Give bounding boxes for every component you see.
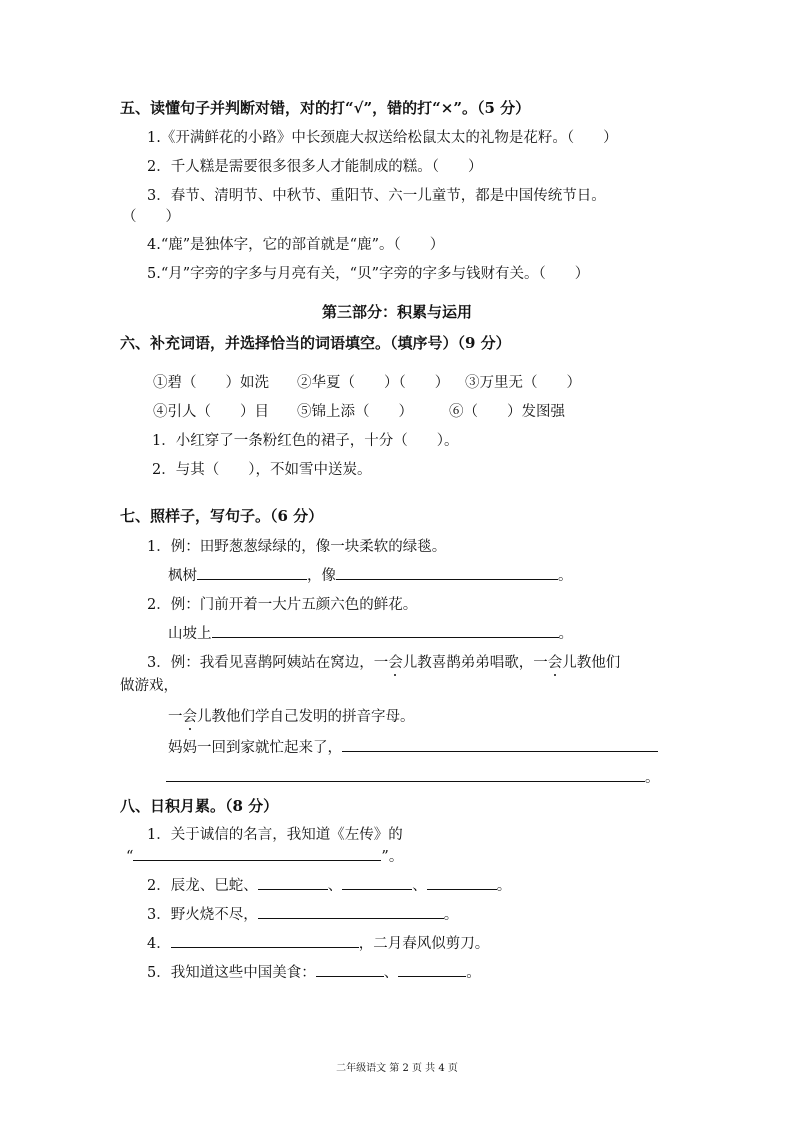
sec7-example-3-cont: 做游戏， xyxy=(120,678,178,694)
question-4-text: ，二月春风似剪刀。 xyxy=(358,936,490,952)
example-3-text: 教他们学自己发明的拼音字母。 xyxy=(211,709,415,725)
sec8-question-5 xyxy=(147,961,481,982)
period: 。 xyxy=(496,878,512,894)
period: 。 xyxy=(443,907,459,923)
section-8-title: 八、日积月累。（8 分） xyxy=(120,797,279,815)
sec8-question-2 xyxy=(147,874,511,895)
answer-blank[interactable] xyxy=(427,874,497,890)
answer-1-subject: 枫树 xyxy=(168,568,197,584)
answer-blank[interactable] xyxy=(258,874,328,890)
sec7-example-3-end xyxy=(168,705,415,726)
word-item-5: ⑤锦上添（ ） xyxy=(297,404,413,420)
sec7-answer-1 xyxy=(168,564,573,585)
answer-blank[interactable] xyxy=(316,961,384,977)
answer-3-prompt: 妈妈一回到家就忙起来了， xyxy=(168,740,342,756)
answer-2-subject: 山坡上 xyxy=(168,626,212,642)
answer-blank[interactable] xyxy=(171,932,359,948)
quote-close: ”。 xyxy=(381,849,404,865)
emphasis-word: 一会儿 xyxy=(168,709,212,725)
emphasis-word: 一会儿 xyxy=(373,655,418,671)
sec5-question-3-paren: （ ） xyxy=(122,209,180,225)
answer-blank[interactable] xyxy=(133,845,381,861)
example-3-text: 3．例：我看见喜鹊阿姨站在窝边， xyxy=(147,655,374,671)
word-item-1: ①碧（ ）如洗 xyxy=(153,375,269,391)
answer-blank[interactable] xyxy=(342,736,658,752)
answer-blank[interactable] xyxy=(197,564,307,580)
sec8-question-3 xyxy=(147,903,458,924)
sec8-answer-1 xyxy=(126,845,403,866)
word-item-3: ③万里无（ ） xyxy=(465,375,581,391)
question-3-prompt: 3．野火烧不尽， xyxy=(147,907,258,923)
sec5-question-4: 4.“鹿”是独体字，它的部首就是“鹿”。（ ） xyxy=(147,237,445,253)
sec7-example-1: 1．例：田野葱葱绿绿的，像一块柔软的绿毯。 xyxy=(147,539,447,555)
answer-blank[interactable] xyxy=(166,766,645,782)
sec7-example-3 xyxy=(147,651,620,672)
separator: 、 xyxy=(412,878,427,894)
example-3-text: 教喜鹊弟弟唱歌， xyxy=(417,655,534,671)
answer-1-connector: ，像 xyxy=(307,568,336,584)
period: 。 xyxy=(466,965,481,981)
answer-2-end: 。 xyxy=(558,626,573,642)
section-5-title: 五、读懂句子并判断对错，对的打“√”，错的打“×”。（5 分） xyxy=(120,99,531,117)
sec6-question-1: 1．小红穿了一条粉红色的裙子，十分（ ）。 xyxy=(152,433,459,449)
answer-3-end: 。 xyxy=(645,770,660,786)
sec5-question-1: 1.《开满鲜花的小路》中长颈鹿大叔送给松鼠太太的礼物是花籽。（ ） xyxy=(147,130,618,146)
emphasis-word: 一会儿 xyxy=(533,655,577,671)
answer-1-end: 。 xyxy=(558,568,573,584)
sec5-question-2: 2．千人糕是需要很多很多人才能制成的糕。（ ） xyxy=(147,159,483,175)
sec7-answer-2 xyxy=(168,622,573,643)
sec7-answer-3-line2 xyxy=(166,766,660,787)
answer-blank[interactable] xyxy=(258,903,444,919)
separator: 、 xyxy=(383,965,399,981)
quote-open: “ xyxy=(126,849,134,865)
sec5-question-3: 3．春节、清明节、中秋节、重阳节、六一儿童节，都是中国传统节日。 xyxy=(147,188,606,204)
question-2-prompt: 2．辰龙、巳蛇、 xyxy=(147,878,258,894)
question-5-prompt: 5．我知道这些中国美食： xyxy=(147,965,316,981)
sec8-question-4 xyxy=(147,932,489,953)
section-7-title: 七、照样子，写句子。（6 分） xyxy=(120,507,324,525)
word-item-2: ②华夏（ ）（ ） xyxy=(297,375,450,391)
sec8-question-1: 1．关于诚信的名言，我知道《左传》的 xyxy=(147,827,403,843)
separator: 、 xyxy=(327,878,343,894)
answer-blank[interactable] xyxy=(342,874,412,890)
sec7-example-2: 2．例：门前开着一大片五颜六色的鲜花。 xyxy=(147,597,418,613)
answer-blank[interactable] xyxy=(336,564,558,580)
example-3-text: 教他们 xyxy=(576,655,621,671)
sec7-answer-3 xyxy=(168,736,658,757)
word-item-4: ④引人（ ）目 xyxy=(153,404,269,420)
part-3-heading: 第三部分：积累与运用 xyxy=(321,303,472,321)
sec5-question-5: 5.“月”字旁的字多与月亮有关，“贝”字旁的字多与钱财有关。（ ） xyxy=(147,266,590,282)
section-6-title: 六、补充词语，并选择恰当的词语填空。（填序号）（9 分） xyxy=(120,334,511,352)
sec6-question-2: 2．与其（ ），不如雪中送炭。 xyxy=(152,462,372,478)
page-footer: 二年级语文 第 2 页 共 4 页 xyxy=(336,1063,458,1074)
answer-blank[interactable] xyxy=(212,622,559,638)
word-item-6: ⑥（ ）发图强 xyxy=(449,404,565,420)
question-4-number: 4． xyxy=(147,936,171,952)
answer-blank[interactable] xyxy=(398,961,466,977)
